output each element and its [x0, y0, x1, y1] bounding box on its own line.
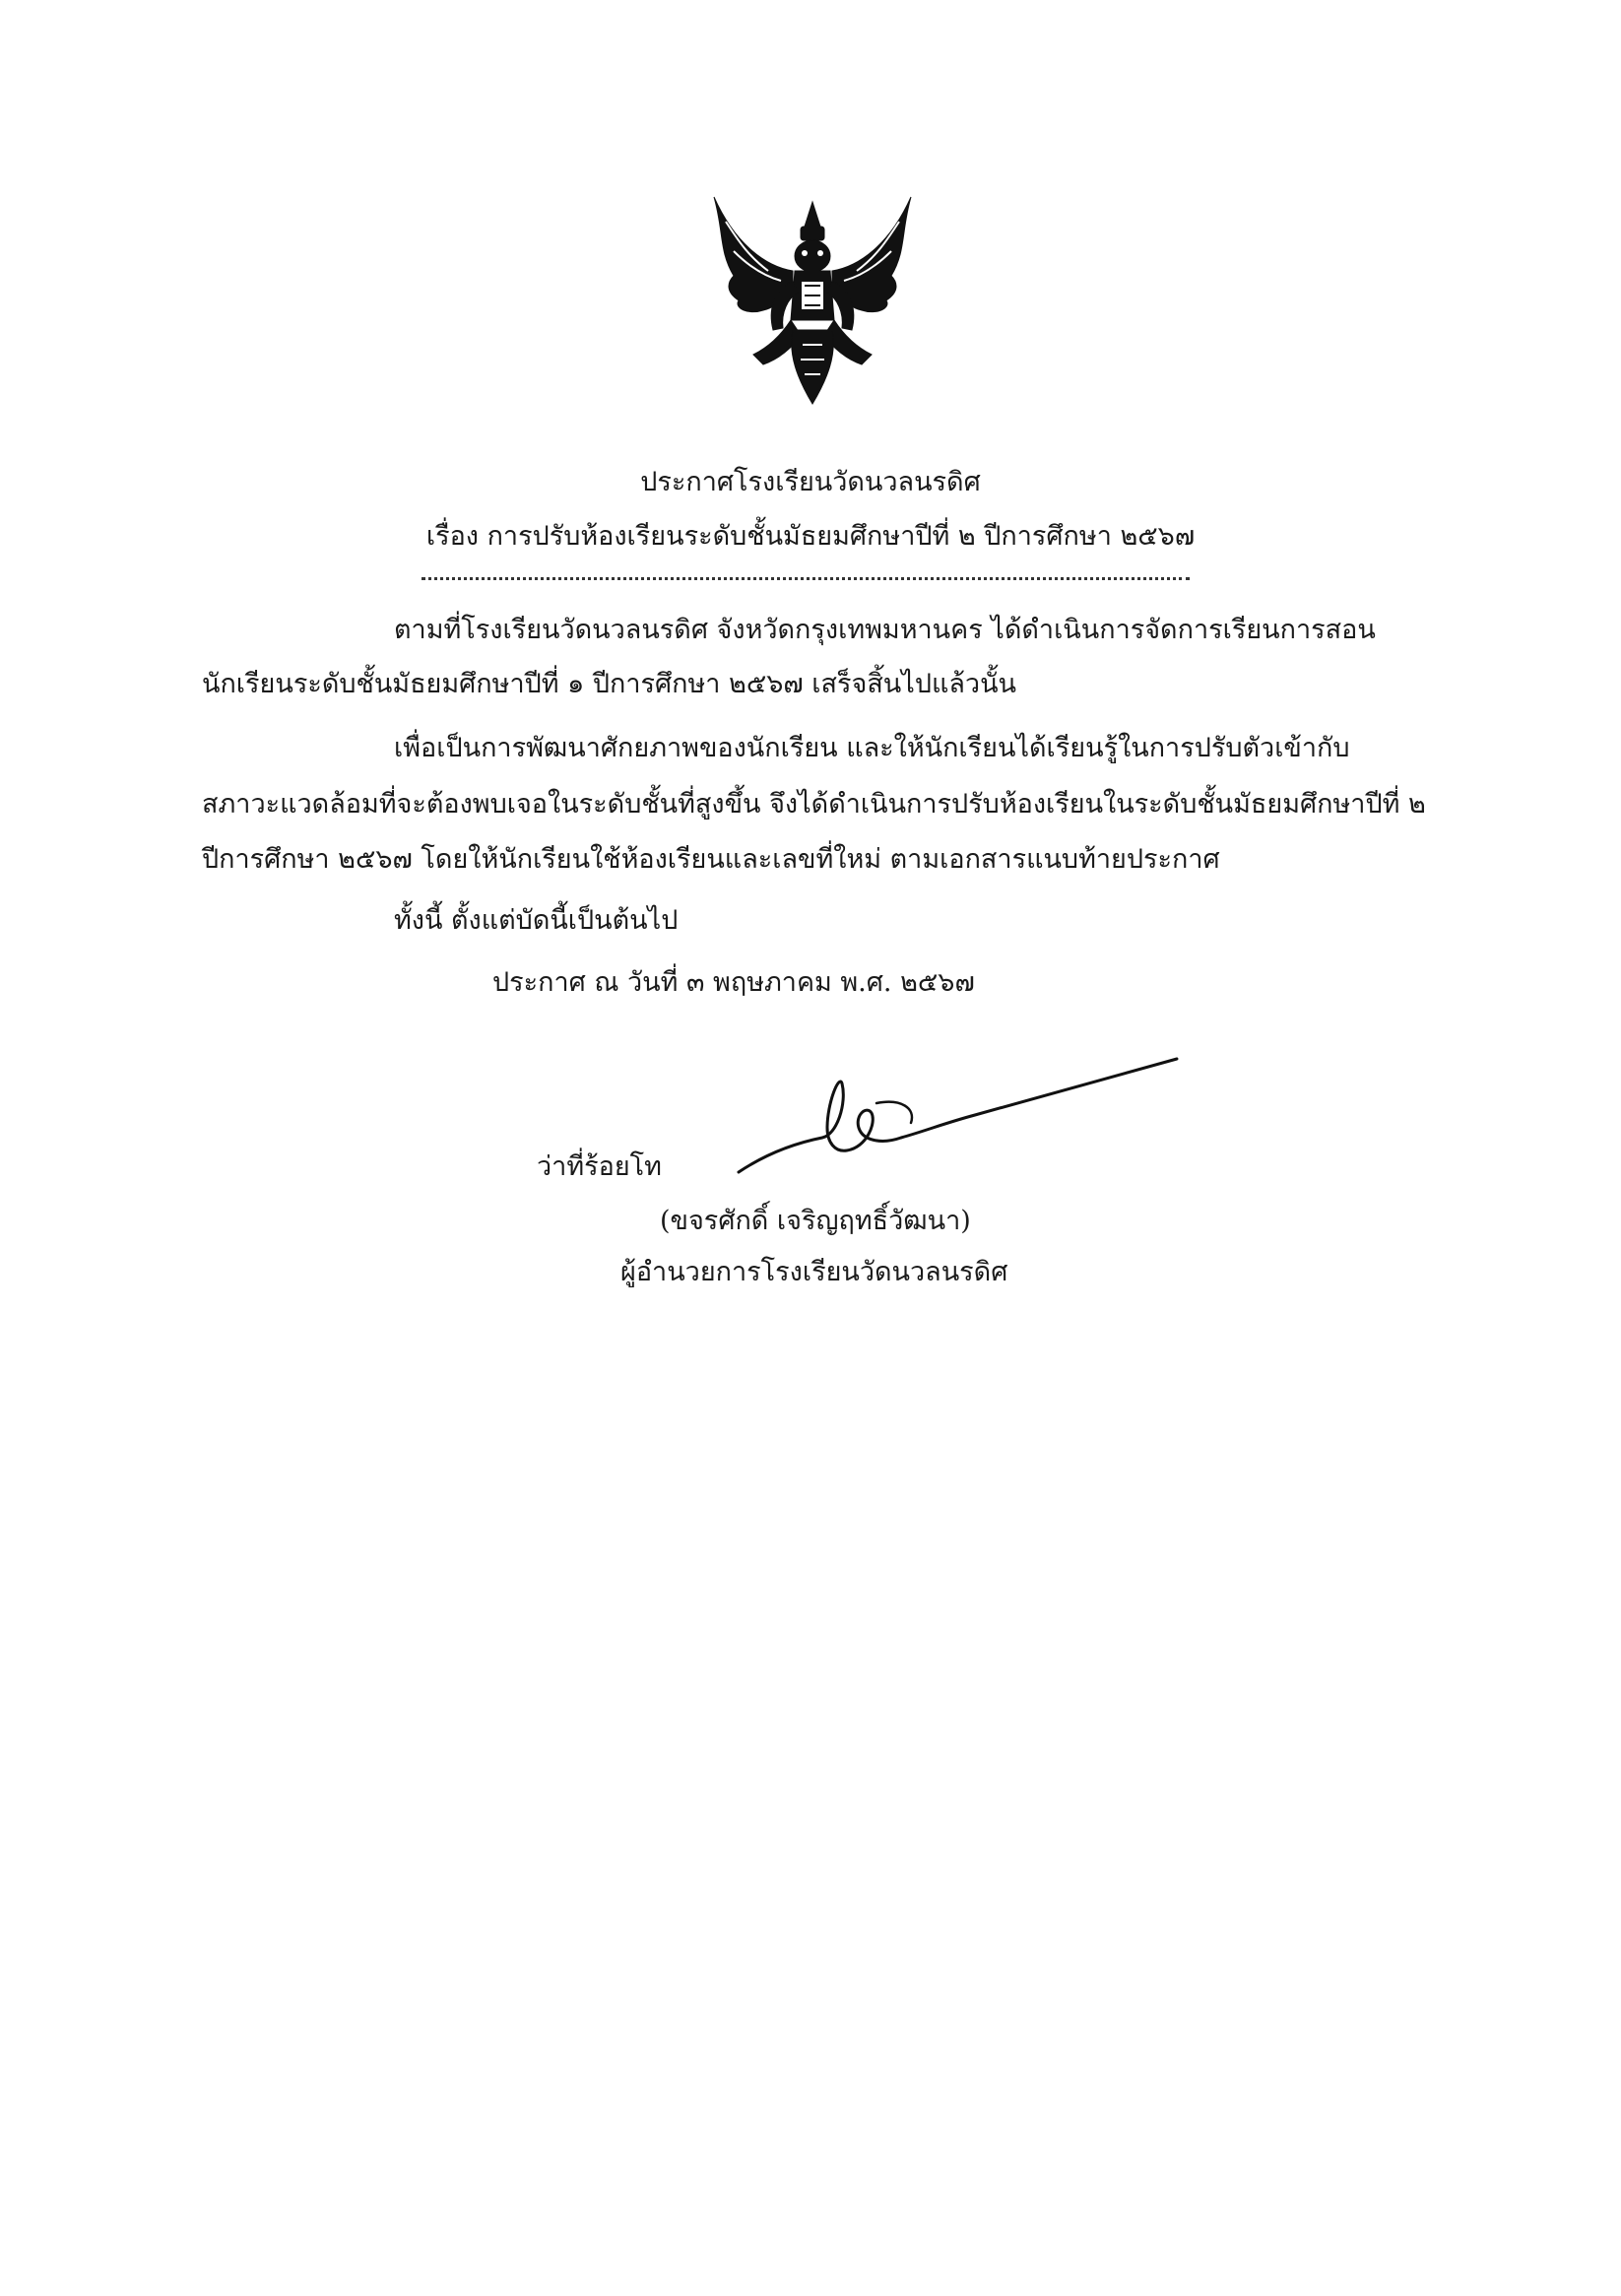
announcement-subject: เรื่อง การปรับห้องเรียนระดับชั้นมัธยมศึกษาปีที่ ๒ ปีการศึกษา ๒๕๖๗	[425, 521, 1196, 552]
paragraph-2-line-2: สภาวะแวดล้อมที่จะต้องพบเจอในระดับชั้นที่สูงขึ้น จึงได้ดำเนินการปรับห้องเรียนในระดับชั้นมัธยมศึกษาปีที่ ๒	[202, 789, 1426, 820]
announcement-date: ประกาศ ณ วันที่ ๓ พฤษภาคม พ.ศ. ๒๕๖๗	[492, 967, 975, 998]
signatory-name: (ขจรศักดิ์ เจริญฤทธิ์วัฒนา)	[660, 1206, 971, 1236]
paragraph-3: ทั้งนี้ ตั้งแต่บัดนี้เป็นต้นไป	[394, 905, 679, 936]
paragraph-2-line-3: ปีการศึกษา ๒๕๖๗ โดยให้นักเรียนใช้ห้องเรียนและเลขที่ใหม่ ตามเอกสารแนบท้ายประกาศ	[202, 844, 1220, 875]
signatory-rank: ว่าที่ร้อยโท	[537, 1151, 662, 1182]
handwritten-signature	[729, 1044, 1182, 1192]
dotted-divider	[421, 567, 1190, 580]
paragraph-1-line-1: ตามที่โรงเรียนวัดนวลนรดิศ จังหวัดกรุงเทพมหานคร ได้ดำเนินการจัดการเรียนการสอน	[394, 615, 1376, 645]
garuda-emblem-icon	[694, 182, 931, 419]
announcement-title: ประกาศโรงเรียนวัดนวลนรดิศ	[640, 467, 981, 497]
paragraph-2-line-1: เพื่อเป็นการพัฒนาศักยภาพของนักเรียน และให้นักเรียนได้เรียนรู้ในการปรับตัวเข้ากับ	[394, 733, 1350, 763]
paragraph-1-line-2: นักเรียนระดับชั้นมัธยมศึกษาปีที่ ๑ ปีการศึกษา ๒๕๖๗ เสร็จสิ้นไปแล้วนั้น	[202, 669, 1016, 699]
signatory-position: ผู้อำนวยการโรงเรียนวัดนวลนรดิศ	[620, 1257, 1008, 1287]
